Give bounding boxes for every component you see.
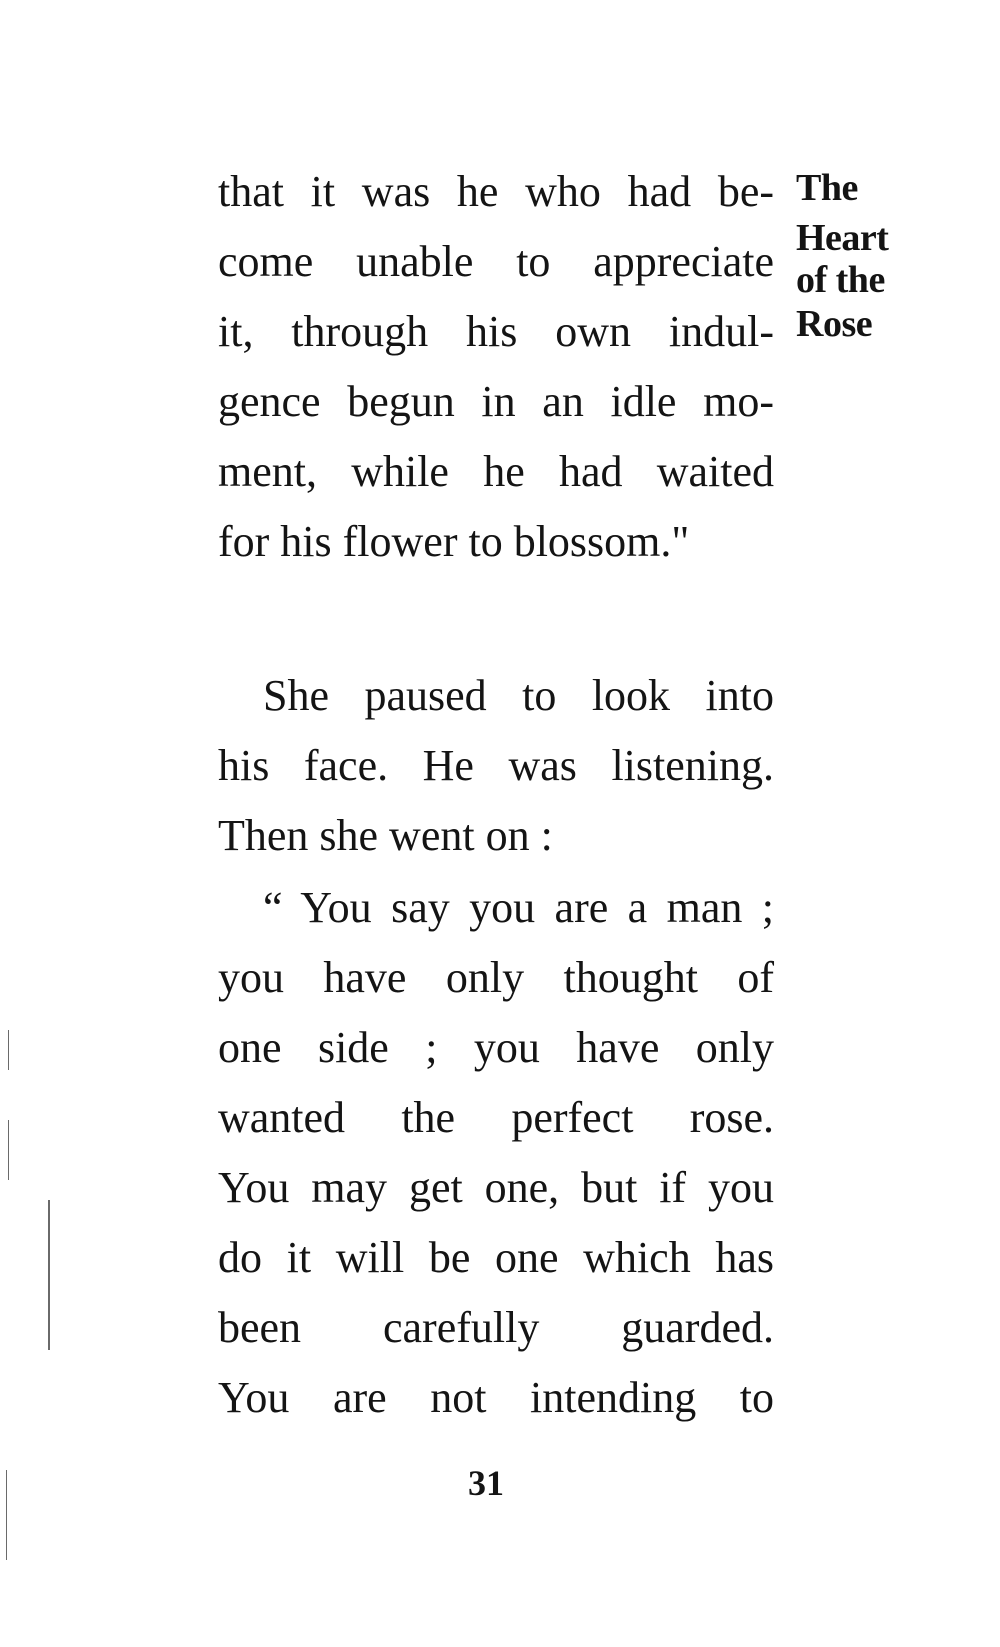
scan-margin-line (8, 1030, 9, 1070)
side-heading-line: The (796, 167, 858, 209)
text-line: ment, while he had waited (218, 447, 774, 496)
text-line: been carefully guarded. (218, 1303, 774, 1352)
side-heading-line: Heart (796, 217, 889, 259)
text-line: Then she went on : (218, 811, 553, 860)
text-line: you have only thought of (218, 953, 774, 1002)
page-number: 31 (468, 1463, 504, 1503)
text-line: You may get one, but if you (218, 1163, 774, 1212)
text-line: it, through his own indul- (218, 307, 774, 356)
text-line: come unable to appreciate (218, 237, 774, 286)
text-line: that it was he who had be- (218, 167, 774, 216)
text-line: for his flower to blossom." (218, 517, 690, 566)
scan-margin-line (6, 1470, 7, 1560)
scan-margin-line (8, 1120, 9, 1180)
side-heading (796, 164, 888, 346)
text-line: wanted the perfect rose. (218, 1093, 774, 1142)
scan-margin-line (48, 1200, 50, 1350)
text-line: You are not intending to (218, 1373, 774, 1422)
text-line: his face. He was listening. (218, 741, 774, 790)
text-line: gence begun in an idle mo- (218, 377, 774, 426)
side-heading-line: Rose (796, 303, 873, 345)
text-line: do it will be one which has (218, 1233, 774, 1282)
text-line: one side ; you have only (218, 1023, 774, 1072)
text-line: “ You say you are a man ; (263, 883, 774, 932)
text-line: She paused to look into (263, 671, 774, 720)
side-heading-line: of the (796, 259, 885, 301)
